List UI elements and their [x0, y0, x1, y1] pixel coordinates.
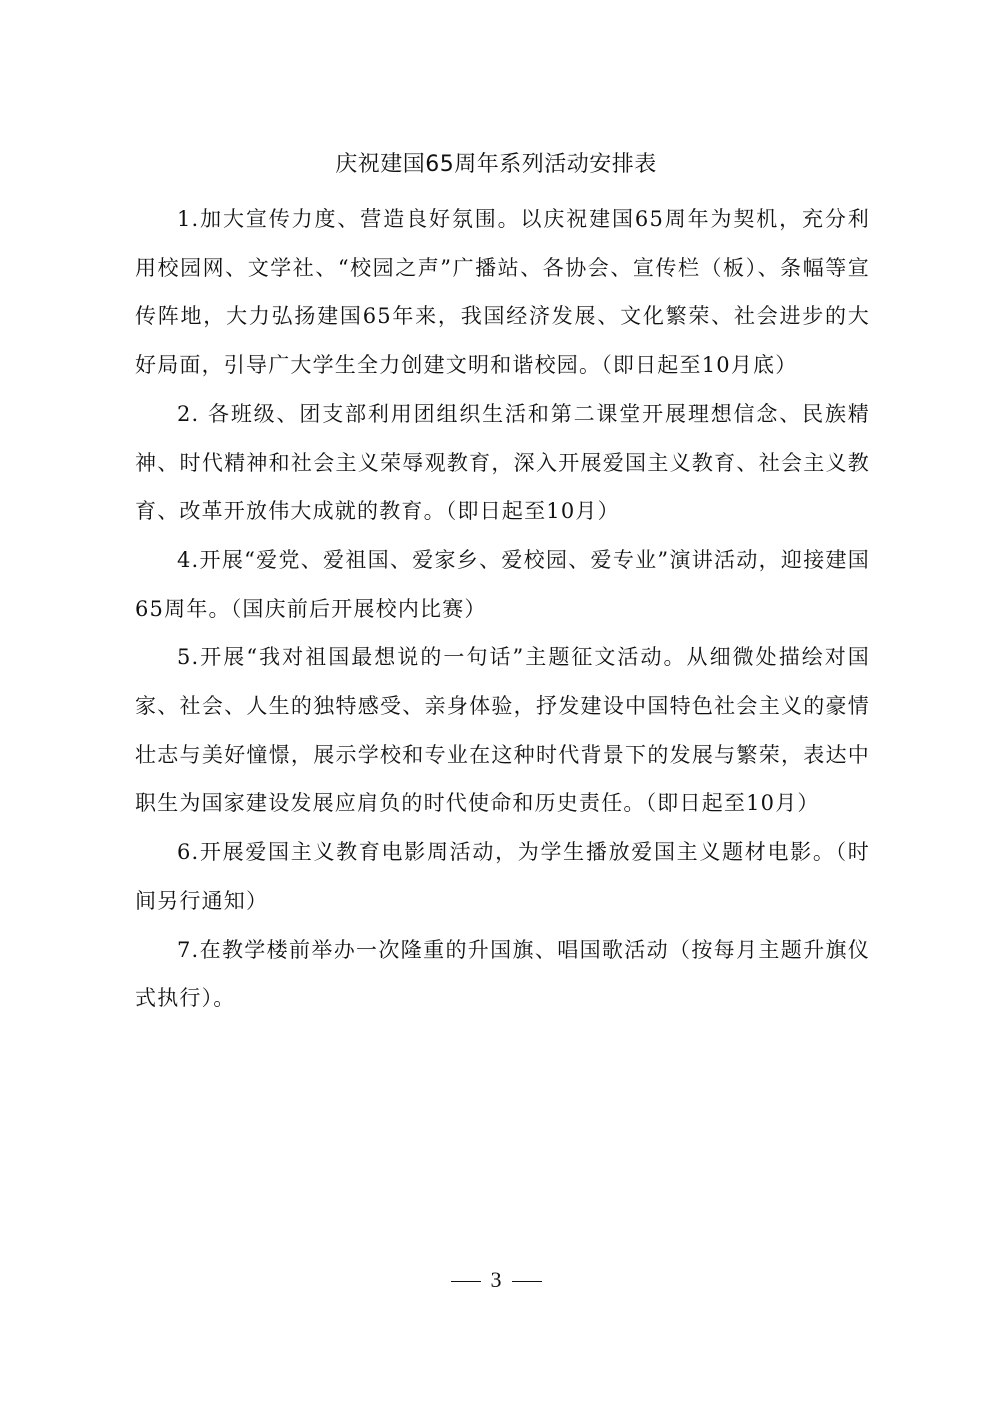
page-number: 3 [490, 1267, 502, 1292]
document-body [135, 195, 870, 1023]
document-title: 庆祝建国65周年系列活动安排表 [335, 152, 657, 177]
paragraph-7: 7.在教学楼前举办一次隆重的升国旗、唱国歌活动（按每月主题升旗仪式执行）。 [135, 937, 870, 1011]
paragraph-2: 2. 各班级、团支部利用团组织生活和第二课堂开展理想信念、民族精神、时代精神和社会主义荣辱观教育，深入开展爱国主义教育、社会主义教育、改革开放伟大成就的教育。（即日起至10月） [135, 401, 870, 524]
page-footer [0, 1265, 992, 1295]
footer-dash-left [451, 1281, 481, 1282]
paragraph-1: 1.加大宣传力度、营造良好氛围。以庆祝建国65周年为契机，充分利用校园网、文学社、“校园之声”广播站、各协会、宣传栏（板）、条幅等宣传阵地，大力弘扬建国65年来，我国经济发展、文化繁荣、社会进步的大好局面，引导广大学生全力创建文明和谐校园。（即日起至10月底） [135, 207, 870, 378]
paragraph-5: 5.开展“我对祖国最想说的一句话”主题征文活动。从细微处描绘对国家、社会、人生的独特感受、亲身体验，抒发建设中国特色社会主义的豪情壮志与美好憧憬，展示学校和专业在这种时代背景下的发展与繁荣，表达中职生为国家建设发展应肩负的时代使命和历史责任。（即日起至10月） [135, 645, 870, 816]
paragraph-6: 6.开展爱国主义教育电影周活动，为学生播放爱国主义题材电影。（时间另行通知） [135, 840, 870, 913]
footer-dash-right [512, 1281, 542, 1282]
paragraph-4: 4.开展“爱党、爱祖国、爱家乡、爱校园、爱专业”演讲活动，迎接建国65周年。（国庆前后开展校内比赛） [135, 547, 870, 621]
